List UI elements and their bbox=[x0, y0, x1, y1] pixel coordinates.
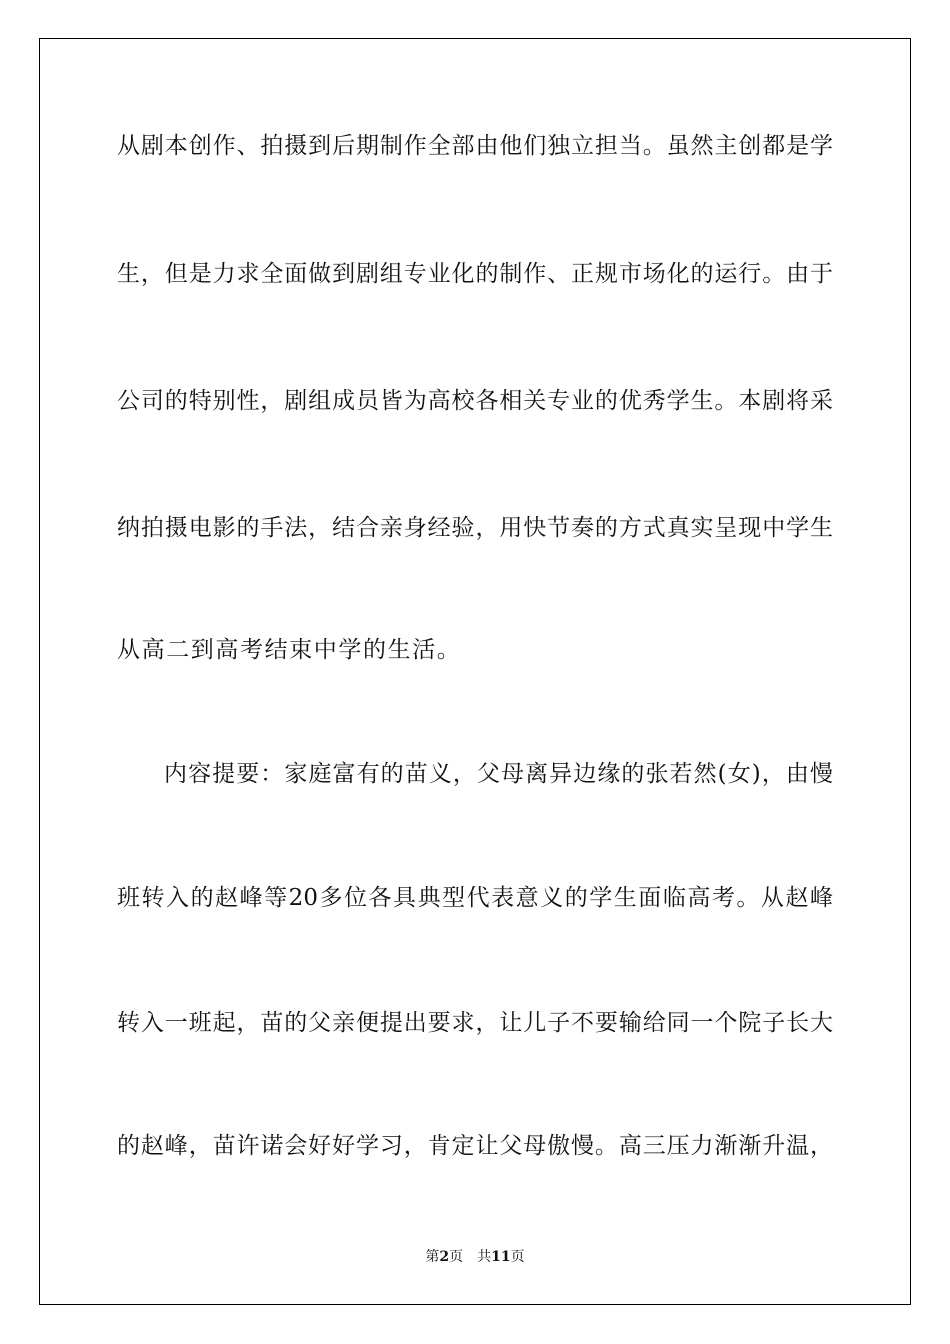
body-line-3: 公司的特别性，剧组成员皆为高校各相关专业的优秀学生。本剧将采 bbox=[117, 388, 833, 414]
footer-page-suffix: 页 bbox=[449, 1249, 464, 1265]
footer-page-current: 2 bbox=[439, 1249, 450, 1265]
page-footer bbox=[0, 1246, 950, 1266]
footer-page-prefix: 第 bbox=[425, 1249, 440, 1265]
paragraph-2-line-4: 的赵峰，苗许诺会好好学习，肯定让父母傲慢。高三压力渐渐升温， bbox=[117, 1133, 833, 1159]
body-line-5: 从高二到高考结束中学的生活。 bbox=[117, 637, 462, 663]
body-line-4: 纳拍摄电影的手法，结合亲身经验，用快节奏的方式真实呈现中学生 bbox=[117, 515, 833, 541]
page-border bbox=[39, 38, 911, 1305]
footer-total-prefix: 共 bbox=[477, 1249, 492, 1265]
footer-total-suffix: 页 bbox=[510, 1249, 525, 1265]
paragraph-2-line-3: 转入一班起，苗的父亲便提出要求，让儿子不要输给同一个院子长大 bbox=[117, 1010, 833, 1036]
footer-page-total: 11 bbox=[491, 1249, 511, 1265]
paragraph-2-line-2: 班转入的赵峰等20多位各具典型代表意义的学生面临高考。从赵峰 bbox=[117, 885, 833, 911]
body-line-2: 生，但是力求全面做到剧组专业化的制作、正规市场化的运行。由于 bbox=[117, 261, 833, 287]
paragraph-2-line-1: 内容提要：家庭富有的苗义，父母离异边缘的张若然(女)，由慢 bbox=[164, 761, 833, 787]
body-line-1: 从剧本创作、拍摄到后期制作全部由他们独立担当。虽然主创都是学 bbox=[117, 133, 833, 159]
